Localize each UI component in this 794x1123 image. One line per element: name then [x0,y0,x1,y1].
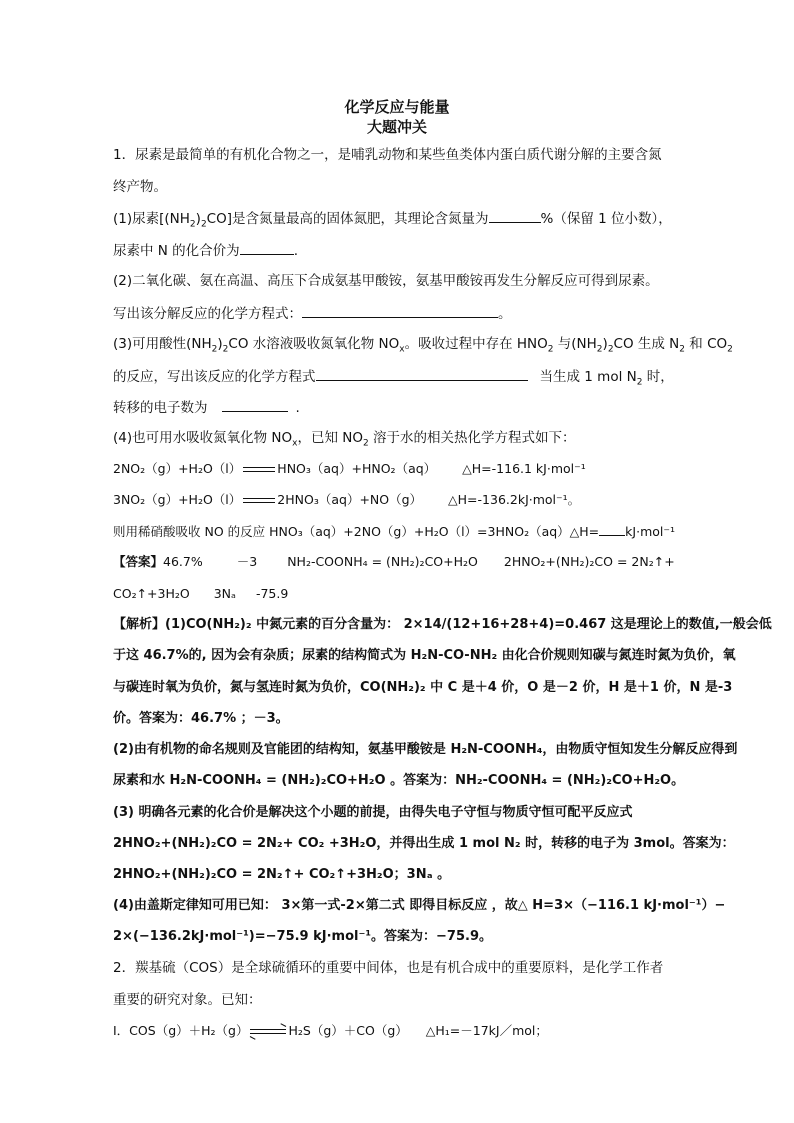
q1-intro-line-2: 终产物。 [113,179,167,195]
explanation-line-8: 2HNO₂+(NH₂)₂CO = 2N₂+ CO₂ +3H₂O，并得出生成 1 mol N₂ 时，转移的电子为 3mol。答案为： [113,836,735,851]
q1-part2-line-2: 写出该分解反应的化学方程式： 。 [113,303,512,324]
q1-part3-line-1: (3)可用酸性$(NH_2)_2CO$ 水溶液吸收氮氧化物 $NO_x$。吸收过程中存在 $HNO_2$ 与$(NH_2)_2CO$ 生成 $N_2$ 和 $CO_2$ [113,336,733,355]
thermo-equation-1: 2NO₂（g）+H₂O（l） HNO₃（aq）+HNO₂（aq） △H=-116.1 kJ·mol⁻¹ [113,461,586,476]
thermo-equation-3: 则用稀硝酸吸收 NO 的反应 HNO₃（aq）+2NO（g）+H₂O（l）=3HNO₂（aq）△H= kJ·mol⁻¹ [113,521,675,542]
q2-equation-1: Ⅰ．COS（g）＋H₂（g） H₂S（g）＋CO（g） △H₁=－17kJ／mol； [113,1023,548,1038]
answer-label: 【答案】 [113,554,164,569]
q2-intro-line-1: 2．羰基硫（COS）是全球硫循环的重要中间体，也是有机合成中的重要原料，是化学工作者 [113,960,664,976]
q1-part3-line-3: 转移的电子数为 . [113,397,300,418]
q1-part4-line-1: (4)也可用水吸收氮氧化物 $NO_x$，已知 $NO_2$ 溶于水的相关热化学方程式如下： [113,430,576,449]
thermo-equation-2: 3NO₂（g）+H₂O（l） 2HNO₃（aq）+NO（g） △H=-136.2kJ·mol⁻¹。 [113,492,581,507]
answer-blank[interactable] [240,240,294,255]
q1-part3-line-2: 的反应，写出该反应的化学方程式 当生成 1 mol $N_2$ 时， [113,366,674,387]
q1-part1-line-1: (1)尿素$[(NH_2)_2CO]$是含氮量最高的固体氮肥，其理论含氮量为 %（保留 1 位小数）， [113,208,672,229]
answer-line-2: CO₂↑+3H₂O 3Nₐ -75.9 [113,586,289,601]
equal-arrow [243,496,275,506]
explanation-line-2: 于这 46.7%的, 因为会有杂质；尿素的结构简式为 H₂N-CO-NH₂ 由化合价规则知碳与氮连时氮为负价，氧 [113,648,736,663]
explanation-label: 【解析】 [113,617,166,632]
answer-blank[interactable] [316,366,528,381]
equal-arrow [243,465,275,475]
explanation-line-1: 【解析】(1)CO(NH₂)₂ 中氮元素的百分含量为： 2×14/(12+16+28+4)=0.467 这是理论上的数值,一般会低 [113,617,772,632]
explanation-line-10: (4)由盖斯定律知可用已知： 3×第一式-2×第二式 即得目标反应 ，故△ H=3×（−116.1 kJ·mol⁻¹）− [113,898,726,913]
explanation-line-5: (2)由有机物的命名规则及官能团的结构知，氨基甲酸铵是 H₂N-COONH₄，由物质守恒知发生分解反应得到 [113,742,738,757]
explanation-line-11: 2×(−136.2kJ·mol⁻¹)=−75.9 kJ·mol⁻¹。答案为：−75.9。 [113,929,493,944]
answer-blank[interactable] [599,521,625,536]
answer-line-1: 【答案】46.7% －3 NH₂-COONH₄ = (NH₂)₂CO+H₂O 2HNO₂+(NH₂)₂CO = 2N₂↑+ [113,554,675,569]
explanation-line-7: (3) 明确各元素的化合价是解决这个小题的前提，由得失电子守恒与物质守恒可配平反应式 [113,805,633,820]
answer-blank[interactable] [302,303,498,318]
page-title: 化学反应与能量 [344,98,450,116]
q2-intro-line-2: 重要的研究对象。已知： [113,992,262,1008]
answer-blank[interactable] [222,397,288,412]
explanation-line-6: 尿素和水 H₂N-COONH₄ = (NH₂)₂CO+H₂O 。答案为：NH₂-COONH₄ = (NH₂)₂CO+H₂O。 [113,773,685,788]
answer-blank[interactable] [489,208,541,223]
explanation-line-4: 价。答案为：46.7% ；－3。 [113,711,289,726]
explanation-line-3: 与碳连时氧为负价，氮与氢连时氮为负价，CO(NH₂)₂ 中 C 是＋4 价，O 是－2 价，H 是＋1 价，N 是-3 [113,680,733,695]
explanation-line-9: 2HNO₂+(NH₂)₂CO = 2N₂↑+ CO₂↑+3H₂O；3Nₐ 。 [113,867,451,882]
page-subtitle: 大题冲关 [366,118,427,136]
q1-part1-line-2: 尿素中 N 的化合价为 . [113,240,298,261]
q1-intro-line-1: 1．尿素是最简单的有机化合物之一，是哺乳动物和某些鱼类体内蛋白质代谢分解的主要含氮 [113,147,662,163]
reversible-arrow [250,1027,286,1037]
q1-part2-line-1: (2)二氧化碳、氨在高温、高压下合成氨基甲酸铵，氨基甲酸铵再发生分解反应可得到尿素。 [113,273,659,289]
